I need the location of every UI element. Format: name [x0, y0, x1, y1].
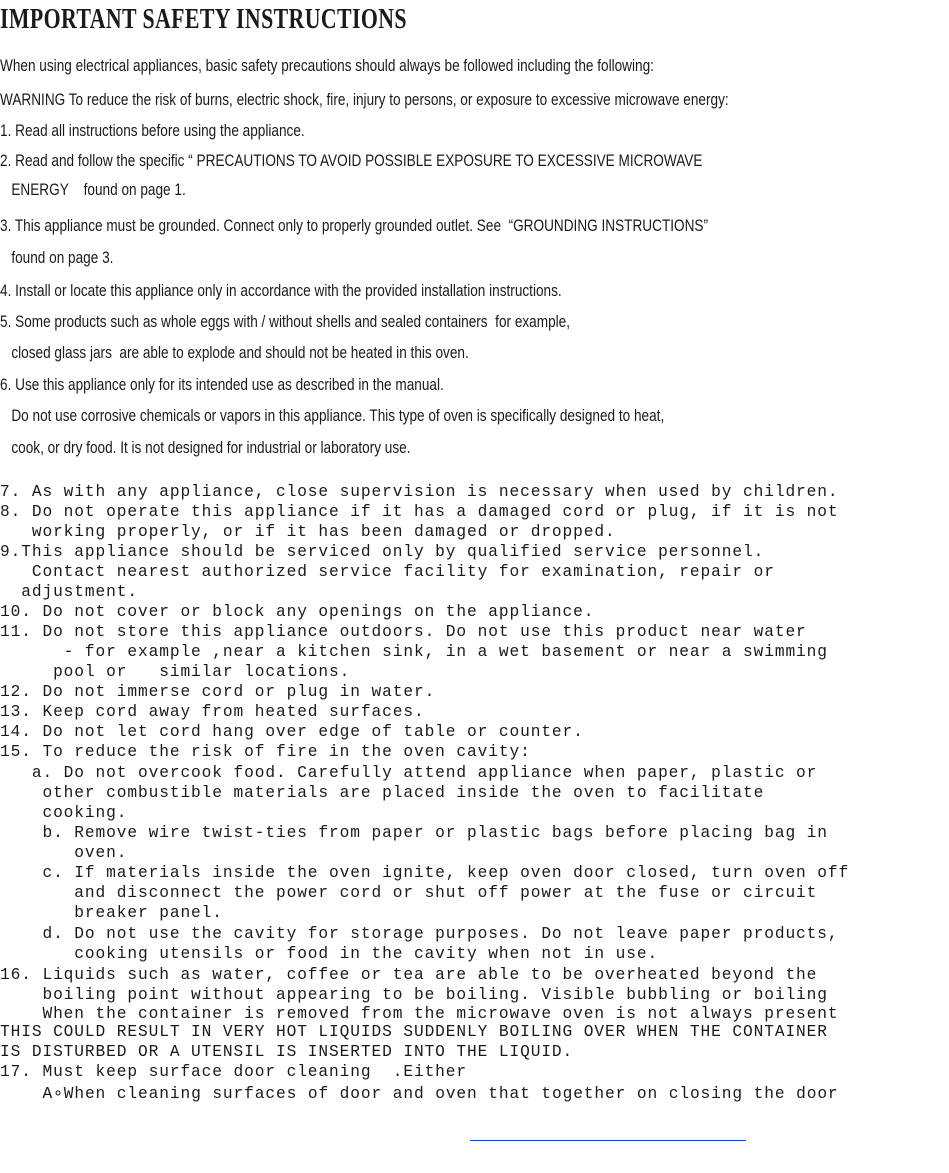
instruction-line: 11. Do not store this appliance outdoors. Do not use this product near water — [0, 623, 807, 641]
instruction-line: Contact nearest authorized service facility for examination, repair or — [0, 563, 775, 581]
instruction-line: 9.This appliance should be serviced only by qualified service personnel. — [0, 543, 765, 561]
instruction-line: working properly, or if it has been damaged or dropped. — [0, 523, 616, 541]
instruction-line: 5. Some products such as whole eggs with / without shells and sealed containers for example, — [0, 312, 570, 331]
warning-caps-line: THIS COULD RESULT IN VERY HOT LIQUIDS SUDDENLY BOILING OVER WHEN THE CONTAINER — [0, 1023, 828, 1041]
instruction-line: 15. To reduce the risk of fire in the oven cavity: — [0, 743, 531, 761]
instruction-line: and disconnect the power cord or shut off power at the fuse or circuit — [0, 884, 818, 902]
instruction-line: 12. Do not immerse cord or plug in water. — [0, 683, 436, 701]
instruction-line: 1. Read all instructions before using the appliance. — [0, 121, 305, 140]
instruction-line: 17. Must keep surface door cleaning .Either — [0, 1063, 468, 1081]
instruction-line: 16. Liquids such as water, coffee or tea are able to be overheated beyond the — [0, 966, 818, 984]
instruction-line: closed glass jars are able to explode and should not be heated in this oven. — [0, 343, 469, 362]
instruction-line: other combustible materials are placed inside the oven to facilitate — [0, 784, 765, 802]
instruction-line: 7. As with any appliance, close supervision is necessary when used by children. — [0, 483, 839, 501]
instruction-line: 14. Do not let cord hang over edge of table or counter. — [0, 723, 584, 741]
warning-caps-line: IS DISTURBED OR A UTENSIL IS INSERTED INTO THE LIQUID. — [0, 1043, 574, 1061]
hyperlink-underline[interactable] — [470, 1140, 746, 1141]
instruction-line: 6. Use this appliance only for its intended use as described in the manual. — [0, 375, 444, 394]
instruction-line: 2. Read and follow the specific “ PRECAUTIONS TO AVOID POSSIBLE EXPOSURE TO EXCESSIVE MICROWAVE — [0, 151, 703, 170]
instruction-line: 4. Install or locate this appliance only in accordance with the provided installation instructions. — [0, 281, 562, 300]
instruction-line: 13. Keep cord away from heated surfaces. — [0, 703, 425, 721]
document-title: IMPORTANT SAFETY INSTRUCTIONS — [0, 4, 407, 35]
instruction-line: When the container is removed from the microwave oven is not always present — [0, 1005, 839, 1023]
instruction-line: A∘When cleaning surfaces of door and oven that together on closing the door — [0, 1085, 839, 1103]
instruction-line: Do not use corrosive chemicals or vapors in this appliance. This type of oven is specifically designed to heat, — [0, 406, 665, 425]
instruction-line: cooking. — [0, 804, 128, 822]
intro-line: When using electrical appliances, basic safety precautions should always be followed including the following: — [0, 56, 654, 75]
instruction-line: 8. Do not operate this appliance if it has a damaged cord or plug, if it is not — [0, 503, 839, 521]
instruction-line: boiling point without appearing to be boiling. Visible bubbling or boiling — [0, 986, 828, 1004]
instruction-line: oven. — [0, 844, 128, 862]
instruction-line: 10. Do not cover or block any openings on the appliance. — [0, 603, 595, 621]
warning-line: WARNING To reduce the risk of burns, electric shock, fire, injury to persons, or exposure to excessive microwave energy: — [0, 90, 729, 109]
instruction-line: pool or similar locations. — [0, 663, 351, 681]
instruction-line: d. Do not use the cavity for storage purposes. Do not leave paper products, — [0, 925, 839, 943]
instruction-line: a. Do not overcook food. Carefully attend appliance when paper, plastic or — [0, 764, 818, 782]
instruction-line: found on page 3. — [0, 248, 114, 267]
instruction-line: adjustment. — [0, 583, 138, 601]
instruction-line: cooking utensils or food in the cavity when not in use. — [0, 945, 659, 963]
instruction-line: - for example ,near a kitchen sink, in a wet basement or near a swimming — [0, 643, 828, 661]
instruction-line: 3. This appliance must be grounded. Connect only to properly grounded outlet. See “GROUNDING INSTRUCTIONS” — [0, 216, 709, 235]
instruction-line: c. If materials inside the oven ignite, keep oven door closed, turn oven off — [0, 864, 850, 882]
instruction-line: cook, or dry food. It is not designed for industrial or laboratory use. — [0, 438, 411, 457]
instruction-line: breaker panel. — [0, 904, 223, 922]
instruction-line: ENERGY found on page 1. — [0, 180, 186, 199]
instruction-line: b. Remove wire twist-ties from paper or plastic bags before placing bag in — [0, 824, 828, 842]
